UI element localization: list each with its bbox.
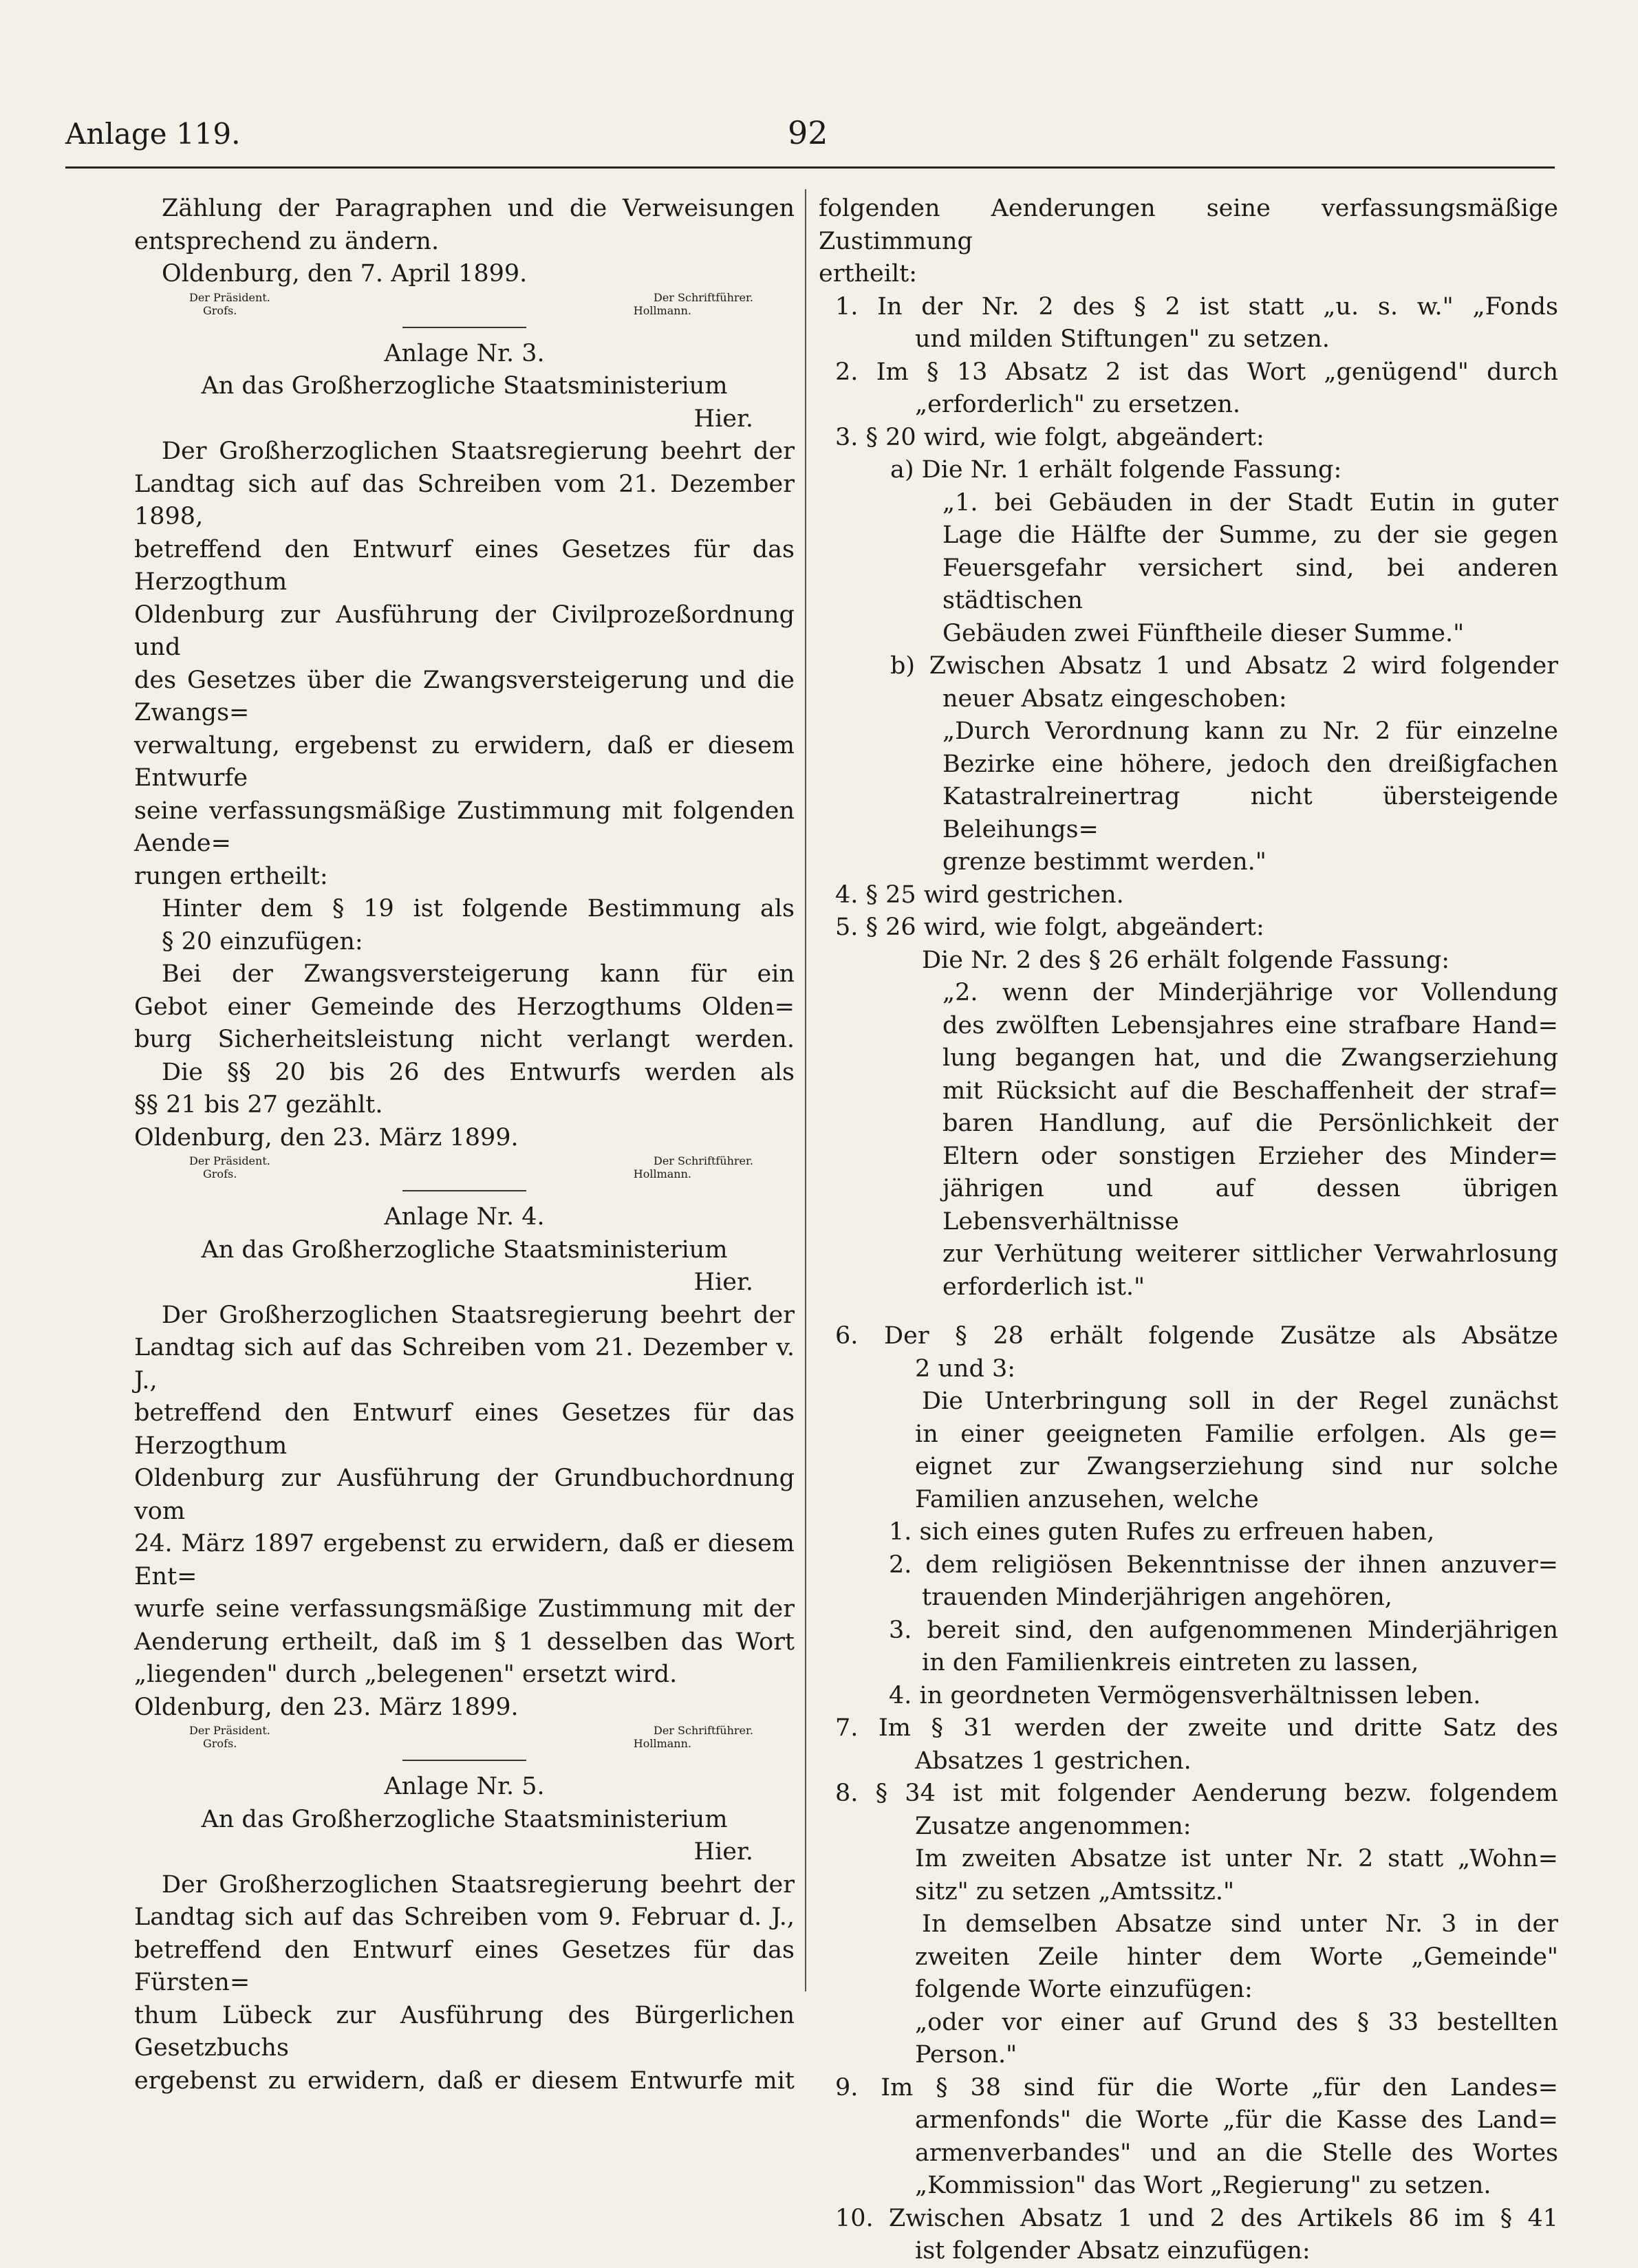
list-item: 2. dem religiösen Bekenntnisse der ihnen anzuver= [889,1551,1558,1579]
text-line: Die Nr. 2 des § 26 erhält folgende Fassung: [922,946,1450,974]
text-line: Person." [915,2041,1017,2069]
text-line: § 20 einzufügen: [162,927,363,955]
text-line: ist folgender Absatz einzufügen: [915,2237,1311,2265]
text-line: Bei der Zwangsversteigerung kann für ein [162,960,795,988]
text-line: thum Lübeck zur Ausführung des Bürgerlichen Gesetzbuchs [134,2001,795,2062]
text-line: ertheilt: [819,260,918,288]
date-line: Oldenburg, den 23. März 1899. [134,1693,519,1721]
text-line: baren Handlung, auf die Persönlichkeit der [942,1110,1558,1137]
text-line: Bezirke eine höhere, jedoch den dreißigfachen [942,750,1558,778]
text-line: Absatzes 1 gestrichen. [915,1747,1192,1775]
list-item: 7. Im § 31 werden der zweite und dritte Satz des [835,1714,1558,1742]
addressee: An das Großherzogliche Staatsministerium [201,1805,728,1833]
list-item: 5. § 26 wird, wie folgt, abgeändert: [835,914,1264,941]
text-line: des zwölften Lebensjahres eine strafbare Hand= [942,1011,1558,1039]
text-line: entsprechend zu ändern. [134,227,440,255]
section-rule [402,1190,526,1191]
text-line: armenfonds" die Worte „für die Kasse des Land= [915,2106,1558,2134]
section-heading: Anlage Nr. 4. [384,1203,545,1231]
text-line: Hinter dem § 19 ist folgende Bestimmung als [162,895,795,922]
president-name: Grofs. [203,1737,237,1750]
text-line: in den Familienkreis eintreten zu lassen, [922,1649,1419,1676]
secretary-title: Der Schriftführer. [654,290,753,304]
text-line: grenze bestimmt werden." [942,848,1267,876]
text-line: „1. bei Gebäuden in der Stadt Eutin in guter [942,488,1558,517]
secretary-title: Der Schriftführer. [654,1724,753,1737]
president-title: Der Präsident. [189,1724,270,1737]
list-item: b) Zwischen Absatz 1 und Absatz 2 wird folgender [890,652,1558,680]
text-line: §§ 21 bis 27 gezählt. [134,1091,383,1119]
text-line: „liegenden" durch „belegenen" ersetzt wird. [134,1661,678,1688]
left-column [134,193,795,2097]
text-line: ergebenst zu erwidern, daß er diesem Entwurfe mit [134,2066,795,2095]
text-line: in einer geeigneten Familie erfolgen. Als ge= [915,1420,1558,1448]
text-line: Landtag sich auf das Schreiben vom 21. Dezember v. J., [134,1334,795,1394]
text-line: rungen ertheilt: [134,862,328,890]
text-line: Der Großherzoglichen Staatsregierung beehrt der [162,438,795,465]
text-line: betreffend den Entwurf eines Gesetzes für das Herzogthum [134,1399,795,1460]
signature-names [134,1737,795,1750]
page-number: 92 [788,114,828,151]
date-line: Oldenburg, den 7. April 1899. [162,260,528,288]
president-title: Der Präsident. [189,290,270,304]
text-line: In demselben Absatze sind unter Nr. 3 in der [922,1910,1558,1938]
spacer [819,1304,1558,1320]
text-line: verwaltung, ergebenst zu erwidern, daß er diesem Entwurfe [134,731,795,792]
secretary-name: Hollmann. [633,1737,691,1750]
text-line: und milden Stiftungen" zu setzen. [915,325,1330,353]
section-rule [402,1760,526,1761]
list-item: 4. in geordneten Vermögensverhältnissen leben. [889,1681,1481,1709]
signature-block [134,291,795,304]
text-line: Oldenburg zur Ausführung der Civilprozeßordnung und [134,601,795,661]
annex-label: Anlage 119. [65,117,241,151]
addressee-place: Hier. [693,1838,753,1866]
right-column [819,193,1558,2268]
text-line: lung begangen hat, und die Zwangserziehung [942,1044,1558,1072]
list-item: 1. In der Nr. 2 des § 2 ist statt „u. s. w." „Fonds [835,292,1558,321]
text-line: armenverbandes" und an die Stelle des Wortes [915,2139,1558,2167]
signature-names [134,1167,795,1180]
text-line: zweiten Zeile hinter dem Worte „Gemeinde" [915,1943,1558,1971]
text-line: erforderlich ist." [942,1273,1145,1301]
list-item: 6. Der § 28 erhält folgende Zusätze als Absätze [835,1322,1558,1350]
text-line: Zusatze angenommen: [915,1812,1192,1840]
text-line: folgende Worte einzufügen: [915,1976,1253,2003]
text-line: Katastralreinertrag nicht übersteigende Beleihungs= [942,783,1558,843]
text-line: Lage die Hälfte der Summe, zu der sie gegen [942,521,1558,549]
text-line: eignet zur Zwangserziehung sind nur solche [915,1453,1558,1480]
list-item: 10. Zwischen Absatz 1 und 2 des Artikels 86 im § 41 [835,2204,1558,2232]
text-line: mit Rücksicht auf die Beschaffenheit der straf= [942,1077,1558,1105]
list-item: 9. Im § 38 sind für die Worte „für den Landes= [835,2073,1558,2102]
text-line: Die §§ 20 bis 26 des Entwurfs werden als [162,1058,795,1086]
text-line: Eltern oder sonstigen Erzieher des Minder= [942,1142,1558,1170]
text-line: betreffend den Entwurf eines Gesetzes für das Herzogthum [134,535,795,596]
text-line: wurfe seine verfassungsmäßige Zustimmung mit der [134,1595,795,1623]
section-heading: Anlage Nr. 5. [384,1773,545,1800]
section-heading: Anlage Nr. 3. [384,339,545,367]
text-line: des Gesetzes über die Zwangsversteigerung und die Zwangs= [134,666,795,726]
president-name: Grofs. [203,303,237,317]
secretary-name: Hollmann. [633,1167,691,1180]
column-divider [805,189,806,1991]
text-line: zur Verhütung weiterer sittlicher Verwahrlosung [942,1240,1558,1268]
text-line: Oldenburg zur Ausführung der Grundbuchordnung vom [134,1465,795,1525]
list-item: 1. sich eines guten Rufes zu erfreuen haben, [889,1518,1435,1546]
list-item: 8. § 34 ist mit folgender Aenderung bezw. folgendem [835,1780,1558,1807]
text-line: Gebäuden zwei Fünftheile dieser Summe." [942,619,1465,647]
date-line: Oldenburg, den 23. März 1899. [134,1123,519,1152]
text-line: Aenderung ertheilt, daß im § 1 desselben das Wort [134,1628,795,1656]
secretary-title: Der Schriftführer. [654,1154,753,1167]
text-line: Landtag sich auf das Schreiben vom 9. Februar d. J., [134,1903,795,1931]
signature-names [134,304,795,317]
list-item: 4. § 25 wird gestrichen. [835,881,1124,909]
president-title: Der Präsident. [189,1154,270,1167]
text-line: betreffend den Entwurf eines Gesetzes für das Fürsten= [134,1936,795,1996]
signature-block [134,1724,795,1737]
text-line: sitz" zu setzen „Amtssitz." [915,1877,1235,1905]
text-line: Zählung der Paragraphen und die Verweisungen [162,195,795,222]
list-item: a) Die Nr. 1 erhält folgende Fassung: [890,456,1342,484]
text-line: seine verfassungsmäßige Zustimmung mit folgenden Aende= [134,797,795,857]
addressee: An das Großherzogliche Staatsministerium [201,372,728,400]
text-line: Gebot einer Gemeinde des Herzogthums Olden= [134,993,795,1021]
text-line: Feuersgefahr versichert sind, bei anderen städtischen [942,554,1558,614]
page-header [65,114,1551,165]
text-line: neuer Absatz eingeschoben: [942,684,1287,713]
text-line: „Durch Verordnung kann zu Nr. 2 für einzelne [942,717,1558,745]
list-item: 2. Im § 13 Absatz 2 ist das Wort „genügend" durch [835,358,1558,386]
president-name: Grofs. [203,1167,237,1180]
list-item: 3. § 20 wird, wie folgt, abgeändert: [835,423,1264,451]
addressee-place: Hier. [693,1268,753,1296]
text-line: 2 und 3: [915,1354,1016,1383]
text-line: Im zweiten Absatze ist unter Nr. 2 statt „Wohn= [915,1845,1558,1872]
secretary-name: Hollmann. [633,303,691,317]
text-line: Landtag sich auf das Schreiben vom 21. Dezember 1898, [134,470,795,530]
list-item: 3. bereit sind, den aufgenommenen Minderjährigen [889,1616,1558,1644]
header-rule [65,166,1555,169]
addressee-place: Hier. [693,404,753,433]
text-line: „2. wenn der Minderjährige vor Vollendung [942,979,1558,1006]
text-line: jährigen und auf dessen übrigen Lebensverhältnisse [942,1175,1558,1235]
text-line: „erforderlich" zu ersetzen. [915,391,1241,418]
text-line: Familien anzusehen, welche [915,1485,1259,1513]
text-line: Der Großherzoglichen Staatsregierung beehrt der [162,1870,795,1899]
text-line: 24. März 1897 ergebenst zu erwidern, daß er diesem Ent= [134,1530,795,1590]
text-line: folgenden Aenderungen seine verfassungsmäßige Zustimmung [819,195,1558,255]
text-line: „oder vor einer auf Grund des § 33 bestellten [915,2008,1558,2036]
addressee: An das Großherzogliche Staatsministerium [201,1235,728,1264]
signature-block [134,1154,795,1167]
section-rule [402,327,526,328]
text-line: burg Sicherheitsleistung nicht verlangt werden. [134,1026,795,1053]
text-line: trauenden Minderjährigen angehören, [922,1584,1392,1611]
text-line: „Kommission" das Wort „Regierung" zu setzen. [915,2172,1491,2199]
text-line: Die Unterbringung soll in der Regel zunächst [922,1387,1558,1415]
text-line: Der Großherzoglichen Staatsregierung beehrt der [162,1301,795,1329]
